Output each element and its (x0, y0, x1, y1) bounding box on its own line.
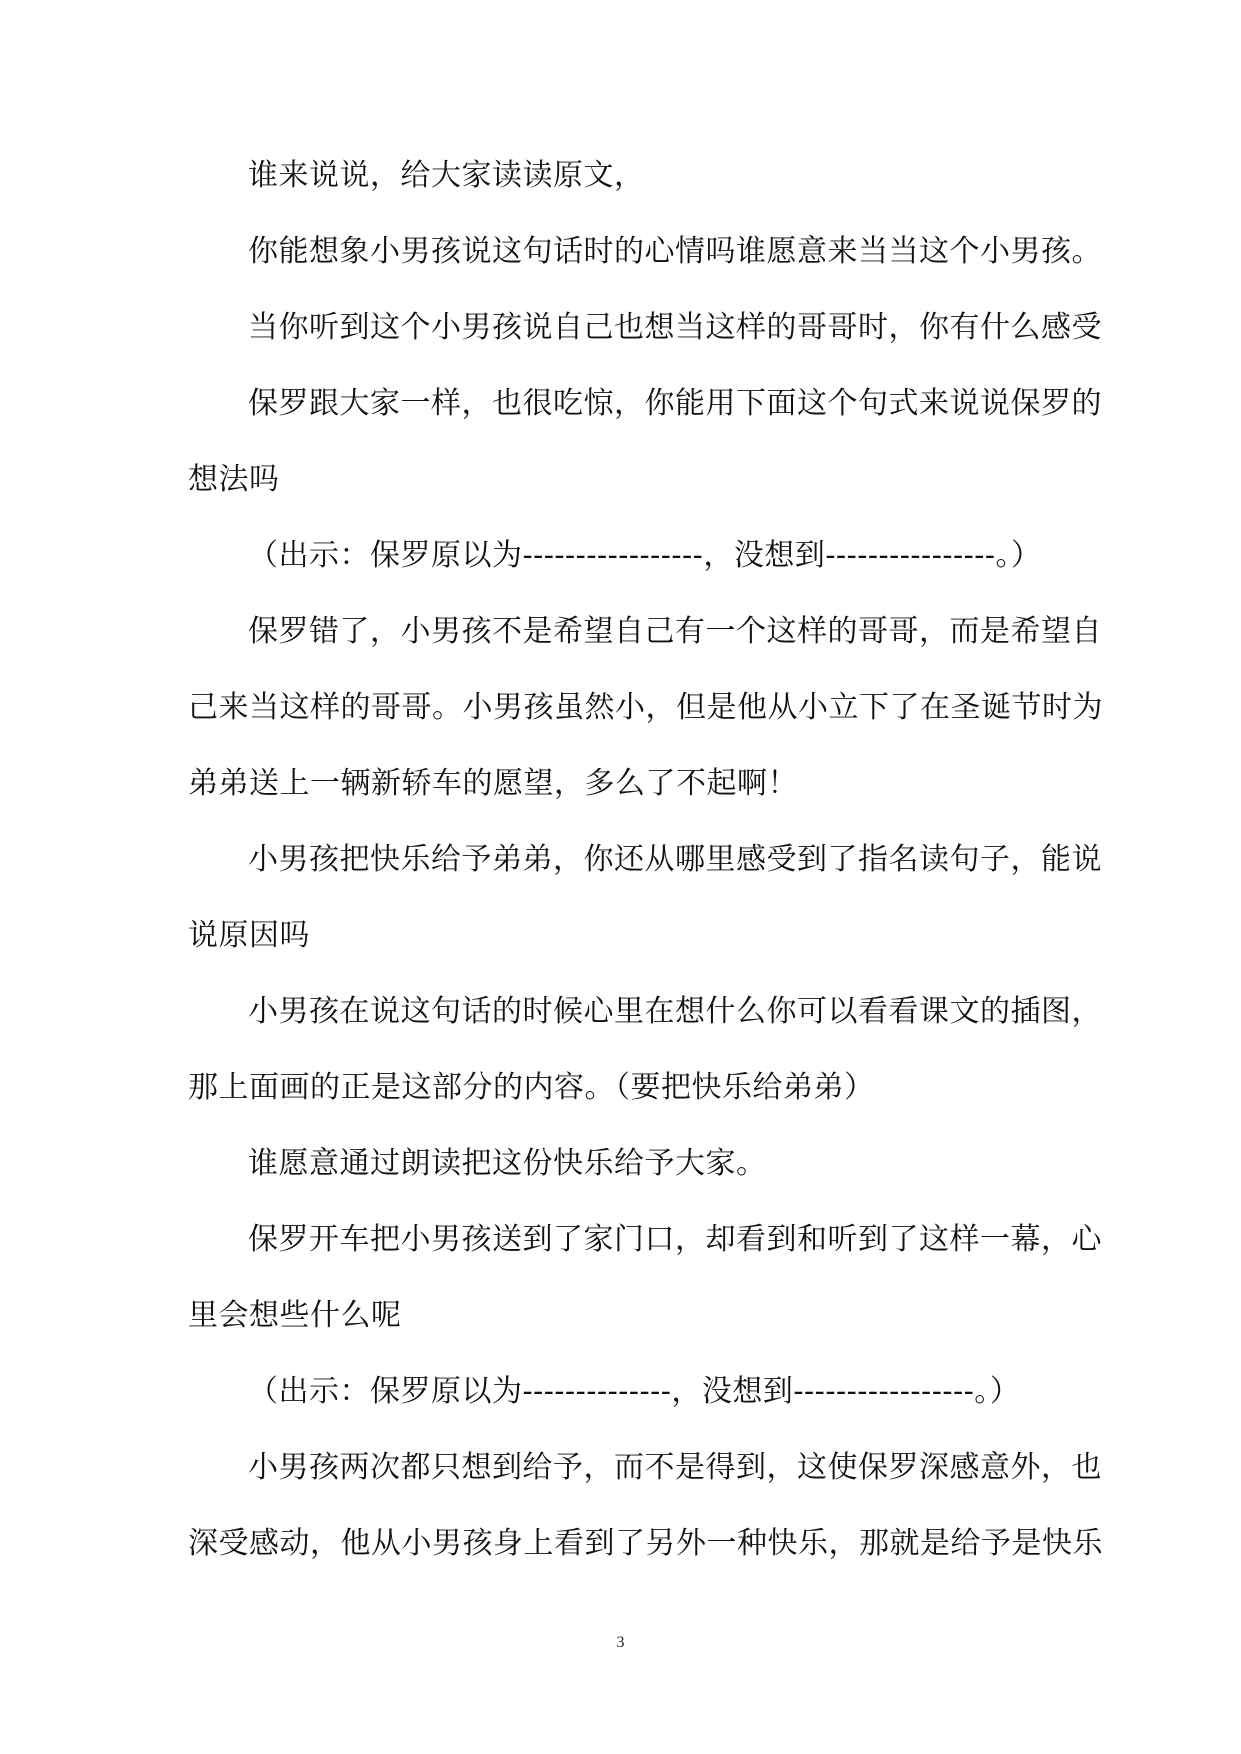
paragraph-line: 保罗开车把小男孩送到了家门口，却看到和听到了这样一幕，心 (248, 1222, 1102, 1257)
document-body (188, 138, 1103, 1582)
paragraph-line: 弟弟送上一辆新轿车的愿望，多么了不起啊！ (188, 766, 798, 801)
paragraph-line: 你能想象小男孩说这句话时的心情吗谁愿意来当当这个小男孩。 (248, 234, 1102, 269)
paragraph-line: 小男孩把快乐给予弟弟，你还从哪里感受到了指名读句子，能说 (248, 842, 1102, 877)
paragraph-line: 小男孩在说这句话的时候心里在想什么你可以看看课文的插图， (248, 994, 1102, 1029)
paragraph-line: 深受感动，他从小男孩身上看到了另外一种快乐，那就是给予是快乐 (188, 1526, 1103, 1561)
paragraph-line: 说原因吗 (188, 918, 310, 953)
paragraph-line: 小男孩两次都只想到给予，而不是得到，这使保罗深感意外，也 (248, 1450, 1102, 1485)
paragraph-line: 己来当这样的哥哥。小男孩虽然小，但是他从小立下了在圣诞节时为 (188, 690, 1103, 725)
paragraph-line: （出示：保罗原以为--------------，没想到-----------------。） (248, 1374, 1021, 1409)
paragraph-line: 保罗跟大家一样，也很吃惊，你能用下面这个句式来说说保罗的 (248, 386, 1102, 421)
paragraph-line: （出示：保罗原以为-----------------，没想到----------------。） (248, 538, 1042, 573)
paragraph-line: 里会想些什么呢 (188, 1298, 402, 1333)
paragraph-line: 谁来说说，给大家读读原文， (248, 158, 645, 193)
paragraph-line: 想法吗 (188, 462, 280, 497)
page-number: 3 (616, 1634, 625, 1651)
paragraph-line: 谁愿意通过朗读把这份快乐给予大家。 (248, 1146, 767, 1181)
paragraph-line: 那上面画的正是这部分的内容。（要把快乐给弟弟） (188, 1070, 875, 1105)
paragraph-line: 保罗错了，小男孩不是希望自己有一个这样的哥哥，而是希望自 (248, 614, 1102, 649)
paragraph-line: 当你听到这个小男孩说自己也想当这样的哥哥时，你有什么感受 (248, 310, 1102, 345)
